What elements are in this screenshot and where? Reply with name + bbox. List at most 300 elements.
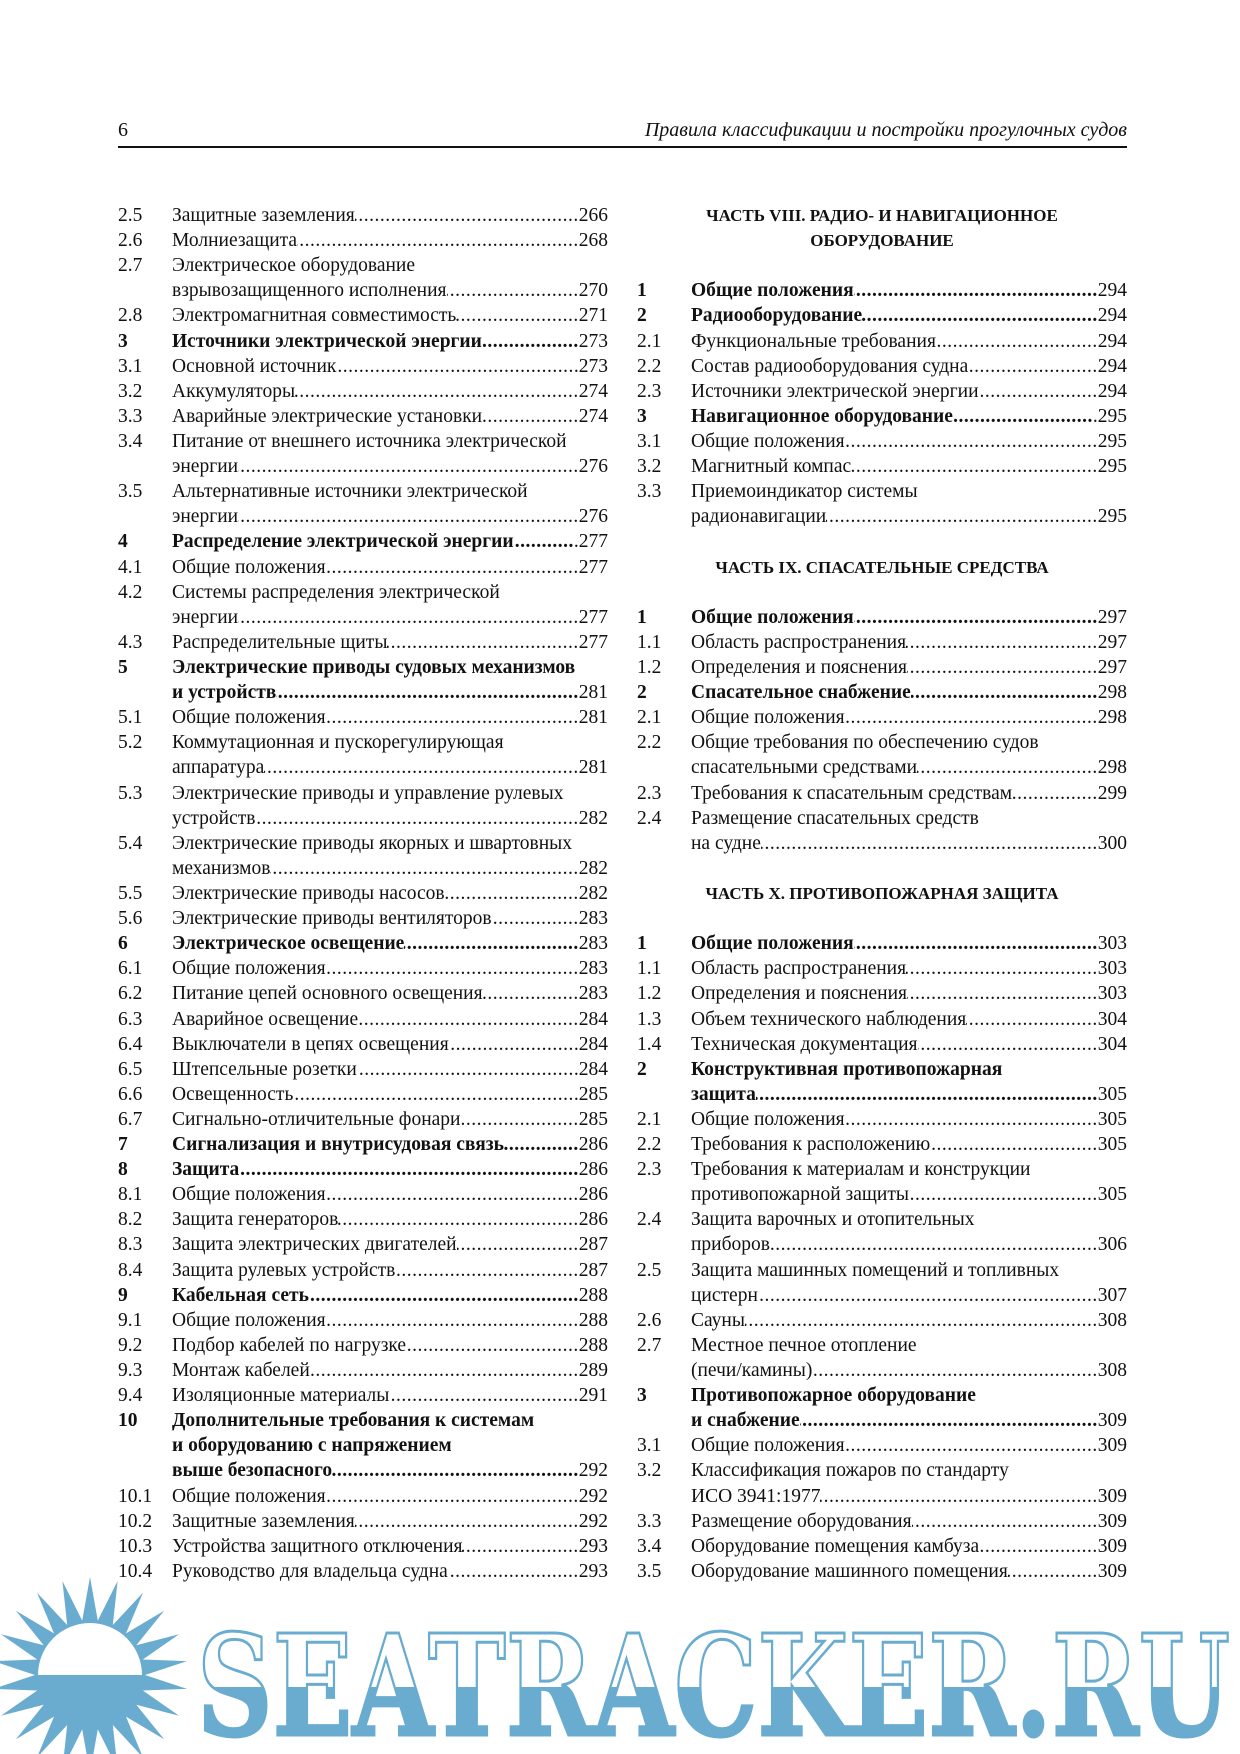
entry-number: 8.1 [118,1184,143,1206]
entry-title: Требования к расположению [691,1134,931,1156]
toc-line [118,354,608,379]
entry-number: 1.3 [637,1008,662,1030]
sun-icon [0,1577,187,1754]
toc-entry[interactable] [637,1458,1127,1508]
toc-line [637,781,1127,806]
toc-line [118,605,608,630]
entry-page[interactable]: 285 [578,1108,608,1130]
entry-page[interactable]: 298 [1097,707,1127,729]
entry-page[interactable]: 309 [1097,1435,1127,1457]
entry-page[interactable]: 276 [578,456,608,478]
entry-page[interactable]: .273 [573,355,608,377]
part-heading: ЧАСТЬ IX. СПАСАТЕЛЬНЫЕ СРЕДСТВА [715,557,1049,577]
dot-leader [906,630,1098,655]
entry-number: 3.3 [118,405,143,427]
toc-entry[interactable] [637,981,1127,1006]
entry-page[interactable]: 287 [578,1234,608,1256]
toc-line [637,630,1127,655]
entry-page[interactable]: 271 [578,305,608,327]
entry-page[interactable]: 287 [578,1259,608,1281]
toc-line [118,303,608,328]
toc-line [118,806,608,831]
toc-entry[interactable] [118,705,608,730]
entry-page[interactable]: 282 [578,882,608,904]
toc-entry[interactable] [118,881,608,906]
entry-page[interactable]: 293 [578,1535,608,1557]
dot-leader [326,1484,579,1509]
toc-entry[interactable] [637,705,1127,730]
toc-entry[interactable] [118,529,608,554]
entry-number: 2.7 [118,255,143,277]
entry-title: Общие положения [691,280,854,302]
toc-entry[interactable] [637,806,1127,856]
entry-number: 4.3 [118,631,143,653]
entry-page[interactable]: 297 [1097,631,1127,653]
toc-entry[interactable] [637,630,1127,655]
entry-page[interactable]: 277 [578,556,608,578]
dot-leader [826,504,1098,529]
toc-entry[interactable] [118,981,608,1006]
toc-line [637,1358,1127,1383]
entry-number: 3.4 [637,1535,662,1557]
entry-title: аппаратура [172,757,265,779]
toc-line [637,1032,1127,1057]
entry-title: Техническая документация [691,1033,918,1055]
entry-page[interactable]: 305 [1097,1083,1127,1105]
entry-page[interactable]: 273 [578,330,608,352]
entry-number [637,504,691,529]
entry-title: Область распространения [691,958,907,980]
toc-entry[interactable] [118,1383,608,1408]
dot-leader [482,404,579,429]
toc-entry[interactable] [637,479,1127,529]
entry-page[interactable]: 305 [1097,1108,1127,1130]
toc-entry[interactable] [118,1534,608,1559]
entry-title: Классификация пожаров по стандарту [691,1460,1009,1482]
dot-leader [326,1182,579,1207]
entry-number: 2.1 [637,707,662,729]
toc-line [637,504,1127,529]
entry-page[interactable]: 281 [578,682,608,704]
dot-leader [917,755,1098,780]
toc-line [637,1383,1127,1408]
entry-title: Определения и пояснения [691,983,908,1005]
toc-entry[interactable] [637,1207,1127,1257]
dot-leader [238,454,579,479]
entry-title: выше безопасного [172,1460,333,1482]
toc-entry[interactable] [637,329,1127,354]
toc-line [637,1107,1127,1132]
entry-number: 3.3 [637,1510,662,1532]
entry-number: 5.3 [118,782,143,804]
toc-line [118,1509,608,1534]
entry-page[interactable]: 286 [578,1184,608,1206]
toc-entry[interactable] [118,1032,608,1057]
toc-entry[interactable] [118,1232,608,1257]
toc-entry[interactable] [118,956,608,981]
entry-page[interactable]: 286 [578,1159,608,1181]
entry-number: 10 [118,1410,138,1432]
toc-entry[interactable] [118,931,608,956]
dot-leader [293,1082,574,1107]
entry-page[interactable]: 298 [1097,757,1127,779]
toc-line [118,906,608,931]
entry-page[interactable]: 292 [578,1485,608,1507]
entry-number: 2.1 [637,330,662,352]
entry-page[interactable]: 289 [578,1360,608,1382]
toc-line [118,1333,608,1358]
entry-title: Общие положения [172,707,326,729]
toc-entry[interactable] [637,1383,1127,1433]
entry-page[interactable]: 303 [1097,983,1127,1005]
dot-leader [745,1308,1098,1333]
entry-page[interactable]: 307 [1097,1284,1127,1306]
toc-entry[interactable] [118,655,608,705]
entry-number: 6.2 [118,983,143,1005]
blank-line [637,529,1127,554]
entry-page[interactable]: 283 [578,908,608,930]
entry-page[interactable]: 268 [578,230,608,252]
entry-page[interactable]: 309 [1097,1410,1127,1432]
toc-entry[interactable] [118,580,608,630]
entry-page[interactable]: 293 [578,1560,608,1582]
entry-page[interactable]: 308 [1097,1309,1127,1331]
toc-entry[interactable] [118,1308,608,1333]
dot-leader [276,680,578,705]
toc-entry[interactable] [637,655,1127,680]
toc-line [637,655,1127,680]
entry-page[interactable]: 294 [1097,280,1127,302]
entry-page[interactable]: 305 [1097,1134,1127,1156]
entry-title: и устройств [172,682,277,704]
toc-entry[interactable] [118,1509,608,1534]
dot-leader [389,1383,578,1408]
entry-number [118,504,172,529]
toc-entry[interactable] [118,404,608,429]
entry-title: Размещение спасательных средств [691,807,979,829]
toc-entry[interactable] [118,906,608,931]
entry-number [118,806,172,831]
entry-page[interactable]: 297 [1097,656,1127,678]
entry-page[interactable]: 294 [1097,355,1127,377]
entry-number [637,831,691,856]
entry-page[interactable]: 284 [578,1008,608,1030]
entry-number: 6.3 [118,1008,143,1030]
entry-page[interactable]: 291 [578,1385,608,1407]
part-heading: ЧАСТЬ X. ПРОТИВОПОЖАРНАЯ ЗАЩИТА [705,883,1059,903]
entry-number: 6.6 [118,1083,143,1105]
toc-entry[interactable] [637,1032,1127,1057]
entry-title: Размещение оборудования [691,1510,912,1532]
entry-page[interactable]: 304 [1097,1033,1127,1055]
toc-entry[interactable] [118,1107,608,1132]
toc-entry[interactable] [118,329,608,354]
entry-title: энергии [172,506,239,528]
entry-page[interactable]: 308 [1097,1360,1127,1382]
toc-line [118,1383,608,1408]
toc-entry[interactable] [118,379,608,404]
entry-page[interactable]: 309 [1097,1510,1127,1532]
entry-number: 1.2 [637,983,662,1005]
toc-entry[interactable] [637,354,1127,379]
toc-line [118,1308,608,1333]
toc-line [118,1484,608,1509]
toc-entry[interactable] [118,1484,608,1509]
toc-entry[interactable] [118,1007,608,1032]
toc-entry[interactable] [637,605,1127,630]
entry-number: 3.5 [637,1560,662,1582]
entry-page[interactable]: 309 [1097,1560,1127,1582]
toc-entry[interactable] [118,555,608,580]
entry-number: 2.3 [637,782,662,804]
toc-entry[interactable] [637,278,1127,303]
toc-line [118,1258,608,1283]
entry-title: Общие положения [691,1435,845,1457]
dot-leader [355,1509,579,1534]
toc-entry[interactable] [637,1534,1127,1559]
entry-page[interactable]: 298 [1097,682,1127,704]
toc-entry[interactable] [118,1207,608,1232]
toc-line [637,1534,1127,1559]
entry-title: Общие положения [172,1485,326,1507]
dot-leader [457,1232,579,1257]
toc-line [118,1433,608,1458]
toc-line [637,981,1127,1006]
toc-entry[interactable] [637,303,1127,328]
entry-title: Защитные заземления [172,1510,355,1532]
entry-page[interactable]: .277 [573,531,608,553]
entry-page[interactable]: 294 [1097,305,1127,327]
toc-entry[interactable] [118,1082,608,1107]
entry-page[interactable]: 295 [1097,506,1127,528]
toc-entry[interactable] [637,680,1127,705]
blank-line [637,253,1127,278]
entry-number: 10.3 [118,1535,153,1557]
entry-page[interactable]: 282 [578,807,608,829]
entry-page[interactable]: 266 [578,205,608,226]
toc-entry[interactable] [637,1007,1127,1032]
entry-page[interactable]: 306 [1097,1234,1127,1256]
toc-line [637,956,1127,981]
toc-line [118,931,608,956]
entry-page[interactable]: 295 [1097,456,1127,478]
dot-leader [295,379,579,404]
toc-entry[interactable] [118,1333,608,1358]
entry-page[interactable]: 294 [1097,330,1127,352]
entry-title: Защита варочных и отопительных [691,1209,975,1231]
toc-entry[interactable] [118,354,608,379]
entry-number: 2 [637,305,647,327]
toc-line [118,329,608,354]
entry-page[interactable]: 283 [578,933,608,955]
dot-leader [326,705,579,730]
entry-page[interactable]: 274 [578,380,608,402]
entry-title: Приемоиндикатор системы [691,481,918,503]
entry-page[interactable]: .285 [573,1083,608,1105]
toc-left-column [118,203,608,1584]
entry-page[interactable]: 309 [1097,1485,1127,1507]
entry-page[interactable]: 274 [578,405,608,427]
dot-leader [979,379,1098,404]
toc-entry[interactable] [118,479,608,529]
entry-number [637,1182,691,1207]
toc-line [637,1333,1127,1358]
entry-number: 2.6 [118,230,143,252]
entry-number: 10.1 [118,1485,153,1507]
toc-entry[interactable] [637,1333,1127,1383]
toc-entry[interactable] [118,228,608,253]
dot-leader [758,1283,1098,1308]
toc-line [118,1358,608,1383]
entry-title: Спасательное снабжение [691,682,911,704]
entry-page[interactable]: 295 [1097,430,1127,452]
entry-title: Навигационное оборудование [691,405,953,427]
entry-title: энергии [172,606,239,628]
entry-number [118,680,172,705]
entry-page[interactable]: 283 [578,958,608,980]
entry-title: Электрические приводы насосов [172,882,445,904]
toc-entry[interactable] [637,781,1127,806]
toc-entry[interactable] [637,730,1127,780]
toc-entry[interactable] [637,1132,1127,1157]
entry-title: и снабжение [691,1410,800,1432]
entry-page[interactable]: 276 [578,506,608,528]
dot-leader [930,1132,1098,1157]
entry-number: 8.2 [118,1209,143,1231]
toc-entry[interactable] [118,1182,608,1207]
entry-number: 2.1 [637,1108,662,1130]
toc-entry[interactable] [637,1308,1127,1333]
toc-entry[interactable] [118,1358,608,1383]
toc-line [118,454,608,479]
toc-line [637,303,1127,328]
toc-entry[interactable] [118,1132,608,1157]
entry-page[interactable]: 292 [578,1460,608,1482]
toc-entry[interactable] [637,1433,1127,1458]
entry-number: 3.5 [118,481,143,503]
toc-entry[interactable] [118,1283,608,1308]
entry-page[interactable]: 286 [578,1209,608,1231]
toc-entry[interactable] [118,781,608,831]
toc-entry[interactable] [637,931,1127,956]
dot-leader [255,806,578,831]
entry-page[interactable]: 288 [578,1284,608,1306]
entry-number: 2.3 [637,1159,662,1181]
entry-title: Аккумуляторы [172,380,296,402]
toc-entry[interactable] [637,1509,1127,1534]
toc-entry[interactable] [118,303,608,328]
entry-title: приборов [691,1234,770,1256]
entry-title: Общие положения [172,958,326,980]
toc-entry[interactable] [637,1107,1127,1132]
toc-entry[interactable] [637,429,1127,454]
entry-title: Аварийные электрические установки [172,405,483,427]
entry-page[interactable]: 300 [1097,832,1127,854]
entry-page[interactable]: 277 [578,631,608,653]
toc-entry[interactable] [637,1157,1127,1207]
entry-page[interactable]: 277 [578,606,608,628]
entry-title: Общие требования по обеспечению судов [691,732,1039,754]
toc-entry[interactable] [637,1057,1127,1107]
toc-line [118,981,608,1006]
entry-number: 10.4 [118,1560,153,1582]
entry-page[interactable]: .295 [1092,405,1127,427]
entry-title: Распределительные щиты [172,631,388,653]
toc-entry[interactable] [118,730,608,780]
entry-page[interactable]: 299 [1097,782,1127,804]
entry-number: 8 [118,1159,128,1181]
dot-leader [239,1157,578,1182]
toc-entry[interactable] [118,253,608,303]
entry-page[interactable]: 304 [1097,1008,1127,1030]
entry-number [118,1458,172,1483]
entry-title: радионавигации [691,506,827,528]
toc-entry[interactable] [637,404,1127,429]
toc-entry[interactable] [118,630,608,655]
entry-page[interactable]: 281 [578,707,608,729]
entry-page[interactable]: 288 [578,1309,608,1331]
toc-line [118,404,608,429]
toc-entry[interactable] [118,429,608,479]
entry-page[interactable]: .284 [573,1058,608,1080]
toc-line [118,1157,608,1182]
entry-page[interactable]: 297 [1097,606,1127,628]
dot-leader [462,1534,578,1559]
toc-entry[interactable] [637,956,1127,981]
toc-entry[interactable] [118,1057,608,1082]
entry-title: Функциональные требования [691,330,936,352]
toc-entry[interactable] [118,831,608,881]
entry-page[interactable]: 292 [578,1510,608,1532]
dot-leader [326,555,579,580]
toc-entry[interactable] [118,1157,608,1182]
entry-number: 5.5 [118,882,143,904]
entry-page[interactable]: 270 [578,280,608,302]
toc-entry[interactable] [637,379,1127,404]
entry-title: Руководство для владельца судна [172,1560,448,1582]
entry-number: 4 [118,531,128,553]
toc-line [637,1132,1127,1157]
entry-page[interactable]: 294 [1097,380,1127,402]
entry-number: 9.2 [118,1334,143,1356]
toc-entry[interactable] [637,454,1127,479]
toc-entry[interactable] [637,1258,1127,1308]
entry-page[interactable]: 283 [578,983,608,1005]
toc-entry[interactable] [118,1258,608,1283]
entry-page[interactable]: 288 [578,1334,608,1356]
entry-number: 2.6 [637,1309,662,1331]
entry-page[interactable]: .284 [573,1033,608,1055]
entry-title: Источники электрической энергии [172,330,482,352]
entry-number: 1 [637,933,647,955]
toc-entry[interactable] [118,1408,608,1483]
entry-number: 2.5 [637,1259,662,1281]
entry-number: 2.7 [637,1334,662,1356]
entry-page[interactable]: 305 [1097,1184,1127,1206]
entry-number: 3 [637,405,647,427]
entry-number: 5.4 [118,832,143,854]
entry-page[interactable]: 303 [1097,958,1127,980]
entry-page[interactable]: 282 [578,857,608,879]
entry-number: 9.1 [118,1309,143,1331]
toc-entry[interactable] [118,203,608,228]
entry-page[interactable]: 286 [578,1134,608,1156]
entry-number: 6.7 [118,1108,143,1130]
entry-page[interactable]: 309 [1097,1535,1127,1557]
dot-leader [445,881,579,906]
entry-page[interactable]: 303 [1097,933,1127,955]
entry-page[interactable]: 281 [578,757,608,779]
